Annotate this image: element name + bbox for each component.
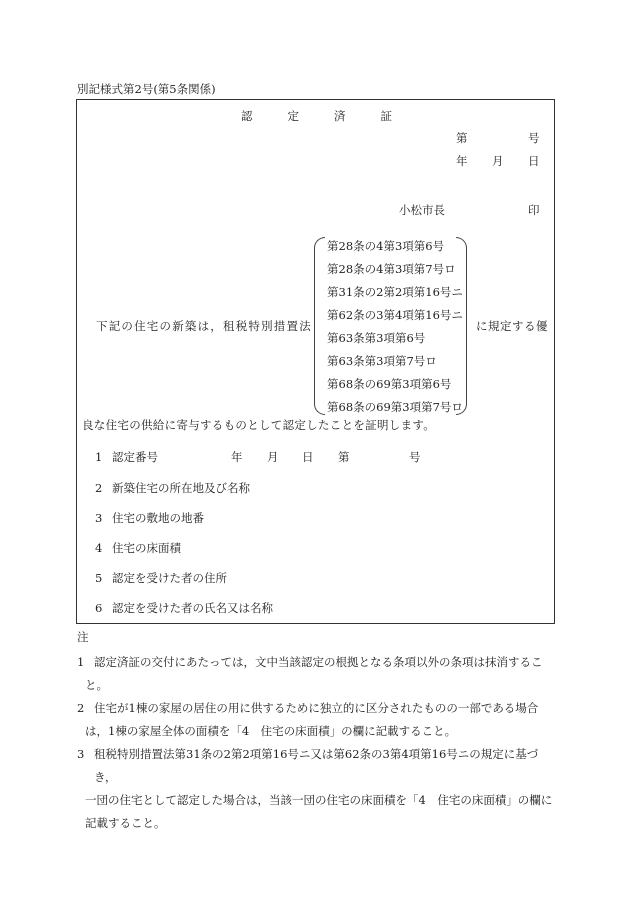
date-month-label: 月 [492, 154, 504, 168]
field-label: 認定を受けた者の住所 [112, 571, 227, 585]
field-number: 1 [95, 450, 103, 464]
tail-text: に規定する優 [476, 319, 548, 333]
mayor-name: 小松市長 [399, 203, 445, 217]
field-row-floor-area [95, 543, 181, 555]
note-line: と。 [85, 678, 108, 692]
field1-go-label: 号 [409, 450, 421, 464]
note-line: 一団の住宅として認定した場合は，当該一団の住宅の床面積を「4 住宅の床面積」の欄に [85, 793, 553, 807]
field-row-address [95, 573, 227, 585]
field-label: 認定番号 [112, 450, 158, 464]
field-label: 住宅の敷地の地番 [112, 511, 204, 525]
note-item [77, 697, 555, 743]
continuation-text: 良な住宅の供給に寄与するものとして認定したことを証明します。 [82, 418, 436, 432]
note-item [77, 743, 555, 835]
field1-year-label: 年 [231, 450, 243, 464]
certificate-title: 認定済証 [241, 109, 427, 123]
provision-item: 第68条の69第3項第7号ロ [327, 400, 463, 414]
seal-mark: 印 [528, 203, 540, 217]
provision-item: 第62条の3第4項第16号ニ [327, 308, 463, 322]
field1-month-label: 月 [267, 450, 279, 464]
provision-item: 第28条の4第3項第6号 [327, 239, 445, 253]
date-year-label: 年 [456, 154, 468, 168]
field-number: 5 [95, 571, 103, 585]
number-go-label: 号 [528, 131, 540, 145]
left-bracket [314, 237, 325, 415]
notes-heading: 注 [77, 630, 89, 644]
provision-list [327, 240, 463, 424]
field-row-certification-number [95, 452, 158, 464]
field-number: 3 [95, 511, 103, 525]
field-number: 6 [95, 601, 103, 615]
field-row-name [95, 603, 273, 615]
note-line: 認定済証の交付にあたっては，文中当該認定の根拠となる条項以外の条項は抹消するこ [94, 655, 543, 669]
field-number: 4 [95, 541, 103, 555]
field1-day-label: 日 [302, 450, 314, 464]
field-row-lot-number [95, 513, 204, 525]
note-line: 住宅が1棟の家屋の居住の用に供するために独立的に区分されたものの一部である場合 [94, 701, 539, 715]
form-title: 別記様式第2号(第5条関係) [77, 82, 216, 96]
field-number: 2 [95, 481, 103, 495]
note-line: 記載すること。 [85, 816, 166, 830]
provision-item: 第31条の2第2項第16号ニ [327, 285, 463, 299]
field1-dai-label: 第 [338, 450, 350, 464]
note-number: 1 [77, 655, 85, 669]
provision-item: 第28条の4第3項第7号ロ [327, 262, 456, 276]
field-label: 新築住宅の所在地及び名称 [112, 481, 250, 495]
field-row-location [95, 483, 250, 495]
note-number: 3 [77, 747, 85, 761]
note-item [77, 651, 555, 697]
provision-item: 第63条第3項第7号ロ [327, 354, 437, 368]
note-line: 租税特別措置法第31条の2第2項第16号ニ又は第62条の3第4項第16号ニの規定に基づき， [94, 747, 539, 784]
field-label: 認定を受けた者の氏名又は名称 [112, 601, 273, 615]
note-line: は，1棟の家屋全体の面積を「4 住宅の床面積」の欄に記載すること。 [85, 724, 457, 738]
field-label: 住宅の床面積 [112, 541, 181, 555]
lead-text: 下記の住宅の新築は，租税特別措置法 [96, 319, 312, 333]
note-number: 2 [77, 701, 85, 715]
number-dai-label: 第 [456, 131, 468, 145]
date-day-label: 日 [528, 154, 540, 168]
provision-item: 第68条の69第3項第6号 [327, 377, 452, 391]
provision-item: 第63条第3項第6号 [327, 331, 426, 345]
